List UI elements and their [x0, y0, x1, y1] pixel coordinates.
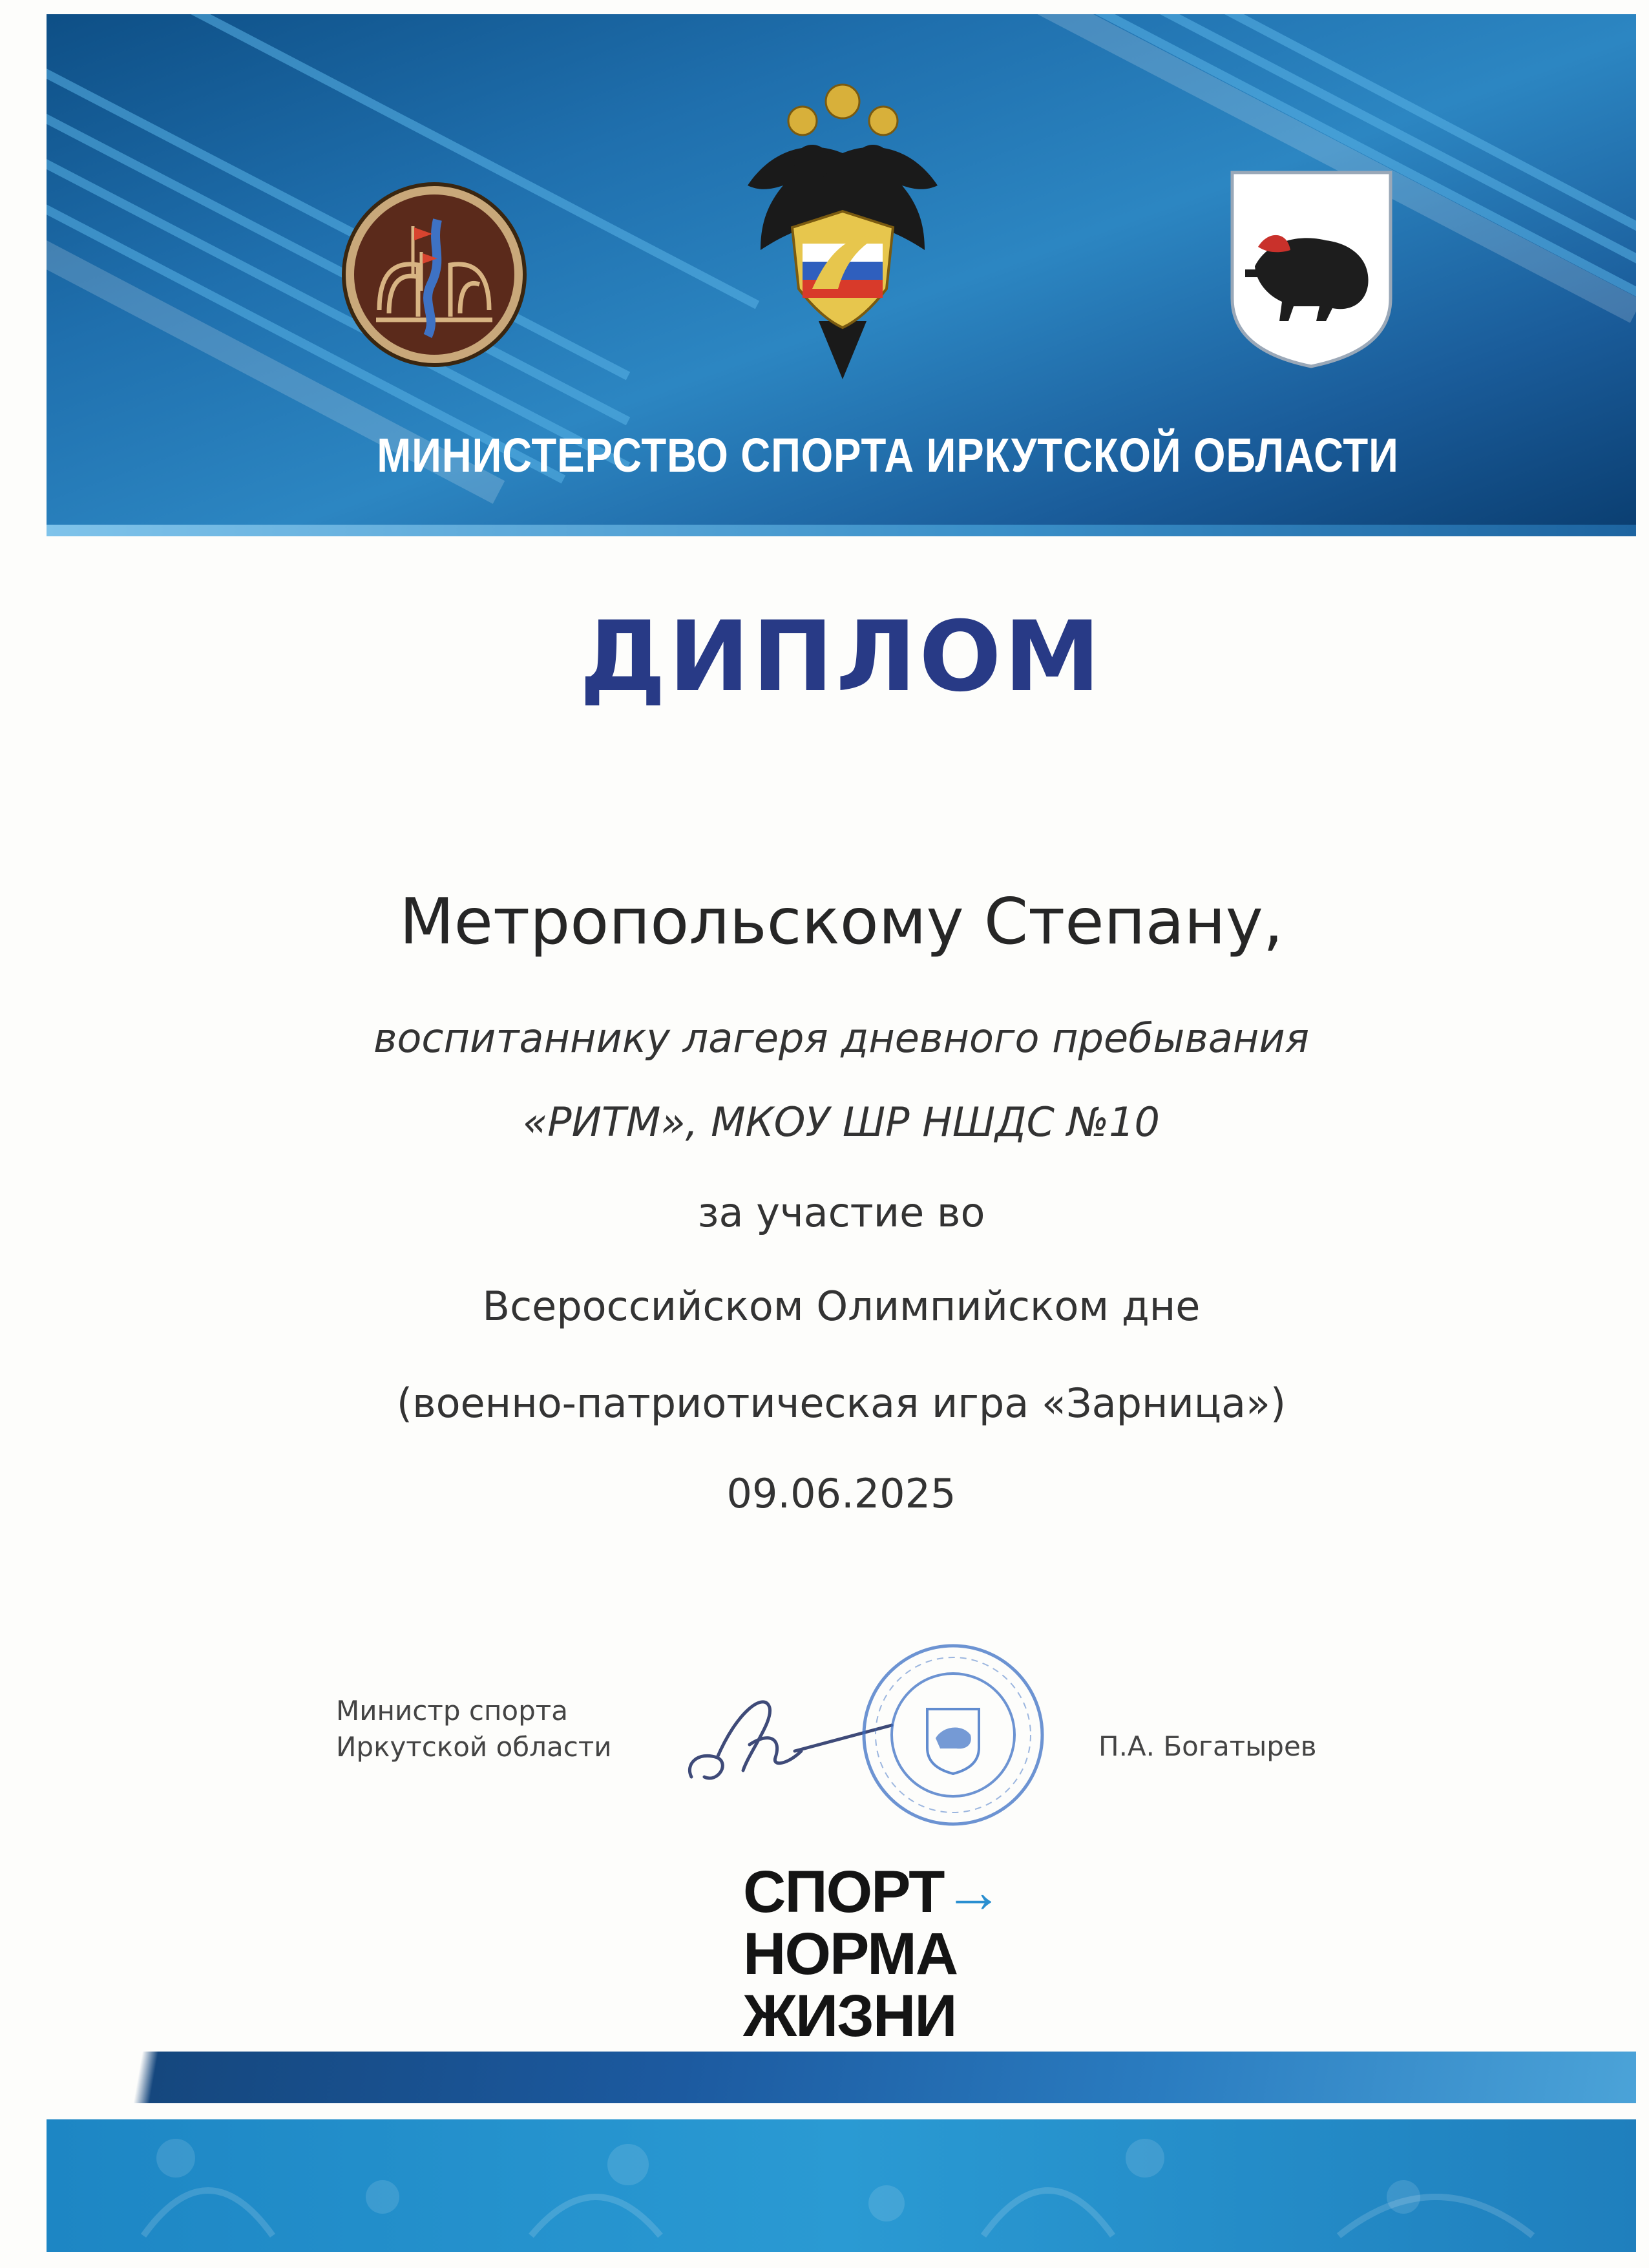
footer-stripe: [47, 2052, 1636, 2103]
signatory-position: [336, 1693, 612, 1765]
reason-text: за участие во: [697, 1189, 985, 1236]
ministry-eagle-emblem: [735, 76, 951, 399]
signatory-name: П.А. Богатырев: [1098, 1730, 1317, 1762]
signatory-position-line-1: Министр спорта: [336, 1695, 568, 1727]
recipient-name: Метропольскому Степану,: [399, 885, 1283, 959]
header-band: [47, 14, 1636, 525]
ministry-title: МИНИСТЕРСТВО СПОРТА ИРКУТСКОЙ ОБЛАСТИ: [377, 428, 1399, 482]
event-detail: (военно-патриотическая игра «Зарница»): [396, 1380, 1287, 1427]
logo-line-1: СПОРТ: [743, 1859, 944, 1925]
official-stamp: [859, 1641, 1047, 1829]
recipient-role-line-2: «РИТМ», МКОУ ШР НШДС №10: [522, 1098, 1160, 1146]
logo-line-3: ЖИЗНИ: [743, 1983, 956, 2049]
diploma-title: ДИПЛОМ: [579, 601, 1104, 713]
logo-line-2: НОРМА: [743, 1921, 958, 1987]
recipient-role-line-1: воспитаннику лагеря дневного пребывания: [373, 1014, 1310, 1062]
arrow-icon: →: [943, 1859, 1002, 1925]
header-rule: [47, 525, 1636, 536]
sport-norm-of-life-logo: [743, 1861, 1002, 2047]
event-date: 09.06.2025: [726, 1470, 956, 1517]
signatory-position-line-2: Иркутской области: [336, 1731, 612, 1763]
footer-band: [47, 2119, 1636, 2252]
irkutsk-coat-of-arms: [1229, 169, 1394, 370]
baikal-sport-emblem: [341, 181, 528, 368]
footer-athletes-pattern: [47, 2119, 1636, 2252]
event-name: Всероссийском Олимпийском дне: [482, 1283, 1201, 1330]
